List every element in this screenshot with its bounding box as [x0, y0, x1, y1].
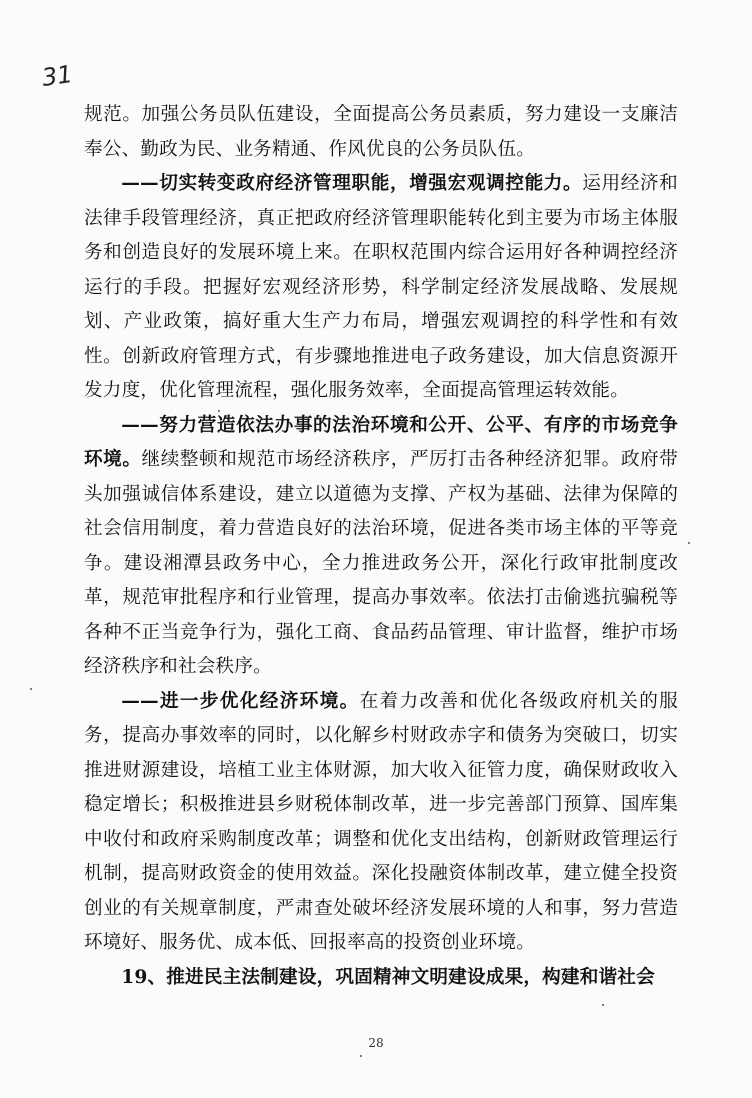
page-number: 28 [368, 1036, 384, 1050]
paragraph-3 [84, 409, 678, 685]
paragraph-4-lead: ——进一步优化经济环境。 [121, 690, 360, 712]
scan-speck [688, 542, 690, 544]
paragraph-5-lead: 19、推进民主法制建设，巩固精神文明建设成果，构建和谐社会 [121, 966, 655, 988]
handwritten-mark: 31 [40, 60, 75, 92]
scan-speck [218, 410, 220, 412]
scan-speck [602, 1004, 604, 1006]
paragraph-4 [84, 685, 678, 961]
paragraph-1-text: 规范。加强公务员队伍建设，全面提高公务员素质，努力建设一支廉洁奉公、勤政为民、业务精通、作风优良的公务员队伍。 [84, 104, 678, 160]
paragraph-2-text: 运用经济和法律手段管理经济，真正把政府经济管理职能转化到主要为市场主体服务和创造良好的发展环境上来。在职权范围内综合运用好各种调控经济运行的手段。把握好宏观经济形势，科学制定经济发展战略、发展规划、产业政策，搞好重大生产力布局，增强宏观调控的科学性和有效性。创新政府管理方式，有步骤地推进电子政务建设，加大信息资源开发力度，优化管理流程，强化服务效率，全面提高管理运转效能。 [84, 173, 678, 401]
paragraph-3-text: 继续整顿和规范市场经济秩序，严厉打击各种经济犯罪。政府带头加强诚信体系建设，建立以道德为支撑、产权为基础、法律为保障的社会信用制度，着力营造良好的法治环境，促进各类市场主体的平等竞争。建设湘潭县政务中心，全力推进政务公开，深化行政审批制度改革，规范审批程序和行业管理，提高办事效率。依法打击偷逃抗骗税等各种不正当竞争行为，强化工商、食品药品管理、审计监督，维护市场经济秩序和社会秩序。 [84, 449, 678, 677]
paragraph-5 [84, 961, 678, 996]
paragraph-4-text: 在着力改善和优化各级政府机关的服务，提高办事效率的同时，以化解乡村财政赤字和债务为突破口，切实推进财源建设，培植工业主体财源，加大收入征管力度，确保财政收入稳定增长；积极推进县乡财税体制改革，进一步完善部门预算、国库集中收付和政府采购制度改革；调整和优化支出结构，创新财政管理运行机制，提高财政资金的使用效益。深化投融资体制改革，建立健全投资创业的有关规章制度，严肃查处破坏经济发展环境的人和事，努力营造环境好、服务优、成本低、回报率高的投资创业环境。 [84, 690, 678, 953]
scan-speck [360, 1055, 362, 1057]
paragraph-2-lead: ——切实转变政府经济管理职能，增强宏观调控能力。 [121, 173, 583, 194]
paragraph-3-lead: ——努力营造依法办事的法治环境和公开、公平、有序的市场竞争环境。 [84, 414, 678, 470]
paragraph-1 [84, 98, 678, 167]
scan-speck [30, 688, 32, 690]
body-text [84, 98, 678, 995]
paragraph-2 [84, 167, 678, 409]
